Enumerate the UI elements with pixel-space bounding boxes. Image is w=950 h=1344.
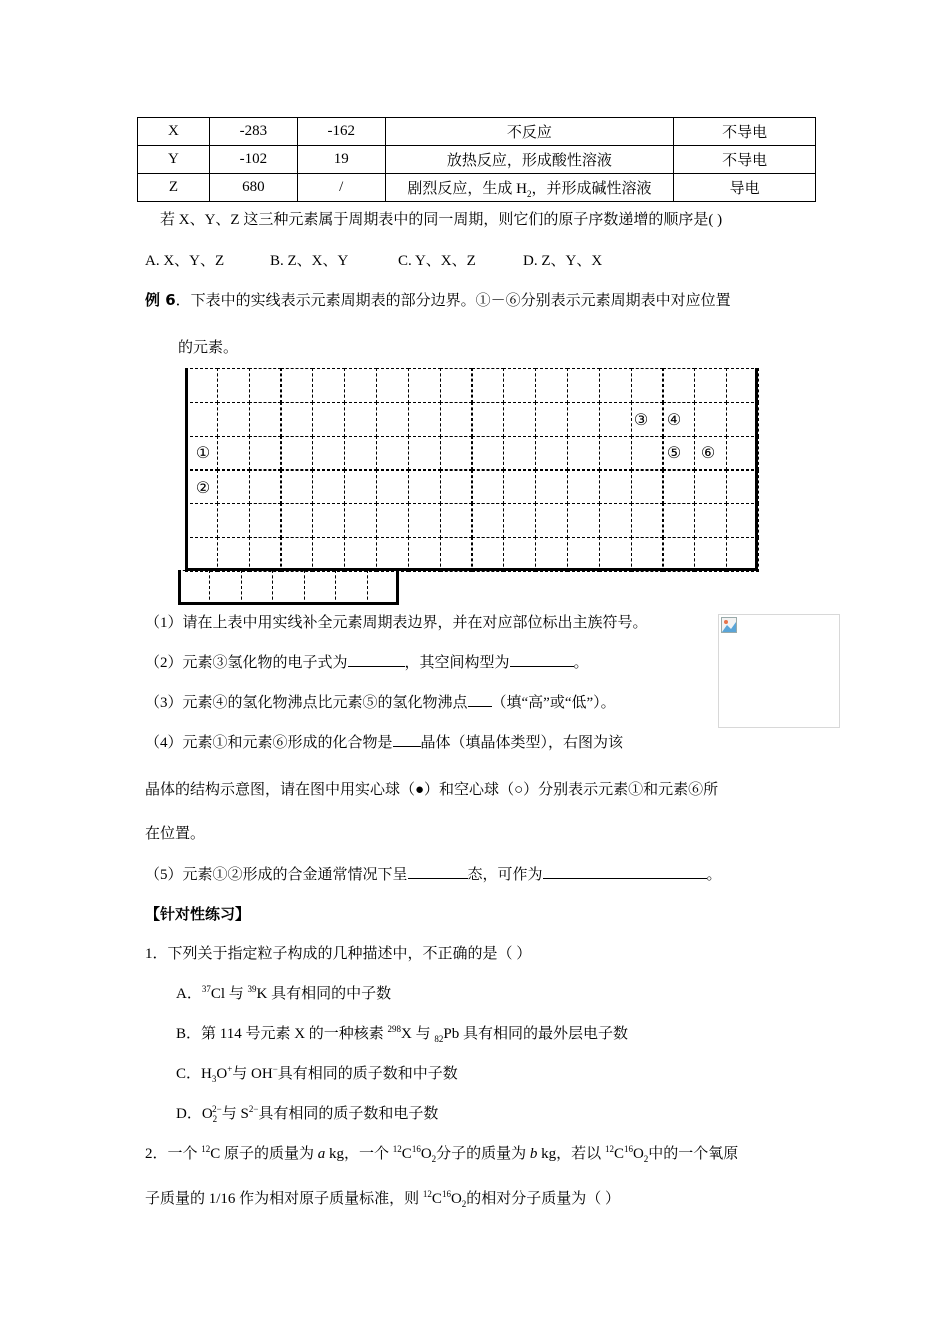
grid-cell [535, 368, 568, 403]
sub-question-4: （4）元素①和元素⑥形成的化合物是 晶体（填晶体类型），右图为该 [145, 731, 623, 752]
grid-cell [272, 570, 304, 605]
table-row [138, 174, 816, 202]
grid-cell [217, 470, 250, 505]
grid-cell [376, 470, 409, 505]
grid-cell [599, 470, 632, 505]
table-row [138, 118, 816, 146]
grid-cell [503, 470, 536, 505]
grid-cell [503, 537, 536, 572]
cell-conductivity: 不导电 [674, 146, 816, 174]
cell-conductivity: 不导电 [674, 118, 816, 146]
grid-cell [217, 503, 250, 538]
grid-cell [376, 503, 409, 538]
question-text: 若 X、Y、Z 这三种元素属于周期表中的同一周期，则它们的原子序数递增的顺序是( ) [160, 212, 723, 228]
grid-cell [249, 368, 282, 403]
grid-cell [503, 503, 536, 538]
grid-cell [440, 470, 473, 505]
grid-cell [281, 436, 314, 471]
grid-cell [312, 503, 345, 538]
table-border-solid [396, 570, 399, 605]
grid-cell [344, 368, 377, 403]
grid-cell [631, 368, 664, 403]
grid-cell [185, 368, 218, 403]
marker-2: ② [195, 480, 211, 497]
periodic-table-grid [185, 368, 758, 571]
grid-cell [367, 570, 399, 605]
grid-cell [281, 368, 314, 403]
table-border-solid [178, 570, 181, 605]
grid-cell [281, 537, 314, 572]
grid-cell [185, 402, 218, 437]
option-d: D. Z、Y、X [523, 253, 603, 269]
grid-cell [567, 503, 600, 538]
example-title: 例 6．下表中的实线表示元素周期表的部分边界。①－⑥分别表示元素周期表中对应位置 [145, 291, 731, 309]
grid-cell [217, 436, 250, 471]
grid-cell [217, 537, 250, 572]
cell-name: X [138, 118, 210, 146]
grid-cell [408, 470, 441, 505]
grid-cell [694, 537, 727, 572]
grid-cell [344, 402, 377, 437]
grid-cell [440, 402, 473, 437]
practice-q1-option-d: D．$O_2^{2-}$与 $S^{2-}$具有相同的质子数和电子数 [176, 1104, 439, 1124]
grid-cell [249, 503, 282, 538]
sub-question-4-line2: 晶体的结构示意图，请在图中用实心球（●）和空心球（○）分别表示元素①和元素⑥所 [145, 782, 719, 798]
grid-cell [535, 470, 568, 505]
marker-1: ① [195, 445, 211, 462]
grid-cell [312, 402, 345, 437]
grid-cell [249, 537, 282, 572]
grid-cell [663, 537, 696, 572]
crystal-structure-image [718, 614, 840, 728]
grid-cell [178, 570, 210, 605]
sub-question-5: （5）元素①②形成的合金通常情况下呈 态，可作为 。 [145, 863, 722, 884]
grid-cell [281, 503, 314, 538]
grid-cell [472, 368, 505, 403]
grid-cell [567, 436, 600, 471]
table-border-solid [178, 602, 399, 605]
grid-cell [694, 470, 727, 505]
periodic-table-extension [178, 570, 398, 605]
cell-conductivity: 导电 [674, 174, 816, 202]
broken-image-icon [721, 617, 737, 633]
grid-cell [209, 570, 241, 605]
option-a: A. X、Y、Z [145, 253, 225, 269]
grid-cell [472, 537, 505, 572]
marker-5: ⑤ [666, 445, 682, 462]
cell-name: Z [138, 174, 210, 202]
grid-cell [249, 470, 282, 505]
option-b: B. Z、X、Y [270, 253, 349, 269]
marker-6: ⑥ [700, 445, 716, 462]
grid-cell [408, 537, 441, 572]
grid-cell [663, 503, 696, 538]
grid-cell [440, 436, 473, 471]
example-title-cont: 的元素。 [178, 340, 239, 356]
section-heading: 【针对性练习】 [145, 905, 251, 923]
practice-q2-line1: 2．一个 $^{12}$C 原子的质量为 a kg，一个 $^{12}C^{16}O_2$分子的质量为 b kg，若以 $^{12}C^{16}O_2$中的一个氧原 [145, 1144, 739, 1164]
grid-cell [503, 368, 536, 403]
grid-cell [185, 503, 218, 538]
grid-cell [312, 470, 345, 505]
grid-cell [376, 436, 409, 471]
grid-cell [344, 537, 377, 572]
practice-q1-stem: 1．下列关于指定粒子构成的几种描述中，不正确的是（ ） [145, 946, 532, 962]
grid-cell [344, 436, 377, 471]
grid-cell [535, 436, 568, 471]
grid-cell [440, 503, 473, 538]
sub-question-1: （1）请在上表中用实线补全元素周期表边界，并在对应部位标出主族符号。 [145, 615, 648, 631]
grid-cell [408, 368, 441, 403]
cell-melting-point: 680 [209, 174, 297, 202]
marker-3: ③ [633, 412, 649, 429]
grid-cell [694, 503, 727, 538]
properties-table [137, 117, 816, 202]
practice-q2-line2: 子质量的 1/16 作为相对原子质量标准，则 $^{12}C^{16}O_2$的相对分子质量为（ ） [145, 1189, 621, 1209]
grid-cell [599, 436, 632, 471]
marker-4: ④ [666, 412, 682, 429]
grid-cell [217, 402, 250, 437]
grid-cell [599, 368, 632, 403]
practice-q1-option-b: B．第 114 号元素 X 的一种核素 $^{298}$X 与 $_{82}$Pb 具有相同的最外层电子数 [176, 1024, 628, 1044]
grid-cell [217, 368, 250, 403]
grid-cell [567, 402, 600, 437]
practice-q1-option-c: C．$H_3O^+$与 OH−具有相同的质子数和中子数 [176, 1064, 458, 1084]
grid-cell [344, 503, 377, 538]
option-c: C. Y、X、Z [398, 253, 476, 269]
grid-cell [472, 402, 505, 437]
grid-cell [694, 402, 727, 437]
sub-question-2: （2）元素③氢化物的电子式为 ，其空间构型为 。 [145, 651, 589, 672]
grid-cell [503, 436, 536, 471]
grid-cell [694, 368, 727, 403]
grid-cell [408, 503, 441, 538]
grid-cell [535, 402, 568, 437]
grid-cell [663, 368, 696, 403]
grid-cell [312, 537, 345, 572]
grid-cell [631, 503, 664, 538]
cell-boiling-point: / [297, 174, 385, 202]
grid-cell [344, 470, 377, 505]
cell-boiling-point: 19 [297, 146, 385, 174]
practice-q1-option-a: A．$^{37}$Cl 与 $^{39}$K 具有相同的中子数 [176, 984, 392, 1002]
grid-cell [599, 537, 632, 572]
sub-question-4-line3: 在位置。 [145, 826, 206, 842]
table-border-solid [755, 368, 758, 571]
grid-cell [472, 436, 505, 471]
grid-cell [408, 402, 441, 437]
grid-cell [304, 570, 336, 605]
grid-cell [535, 537, 568, 572]
grid-cell [503, 402, 536, 437]
grid-cell [440, 368, 473, 403]
cell-name: Y [138, 146, 210, 174]
grid-cell [281, 402, 314, 437]
grid-cell [376, 402, 409, 437]
grid-cell [599, 503, 632, 538]
cell-reaction: 不反应 [385, 118, 674, 146]
grid-cell [440, 537, 473, 572]
grid-cell [312, 436, 345, 471]
grid-cell [335, 570, 367, 605]
grid-cell [376, 368, 409, 403]
grid-cell [241, 570, 273, 605]
grid-cell [281, 470, 314, 505]
grid-cell [567, 470, 600, 505]
cell-reaction: 剧烈反应，生成 $H_2$，并形成碱性溶液 [385, 174, 674, 202]
cell-reaction: 放热反应，形成酸性溶液 [385, 146, 674, 174]
grid-cell [249, 402, 282, 437]
sub-question-3: （3）元素④的氢化物沸点比元素⑤的氢化物沸点 （填“高”或“低”）。 [145, 691, 616, 712]
cell-melting-point: -283 [209, 118, 297, 146]
cell-melting-point: -102 [209, 146, 297, 174]
grid-cell [472, 503, 505, 538]
grid-cell [631, 470, 664, 505]
grid-cell [535, 503, 568, 538]
grid-cell [567, 537, 600, 572]
grid-cell [663, 470, 696, 505]
grid-cell [376, 537, 409, 572]
grid-cell [472, 470, 505, 505]
cell-boiling-point: -162 [297, 118, 385, 146]
grid-cell [185, 537, 218, 572]
grid-cell [249, 436, 282, 471]
grid-cell [408, 436, 441, 471]
grid-cell [567, 368, 600, 403]
grid-cell [631, 537, 664, 572]
table-border-solid [185, 368, 188, 571]
table-row [138, 146, 816, 174]
grid-cell [312, 368, 345, 403]
